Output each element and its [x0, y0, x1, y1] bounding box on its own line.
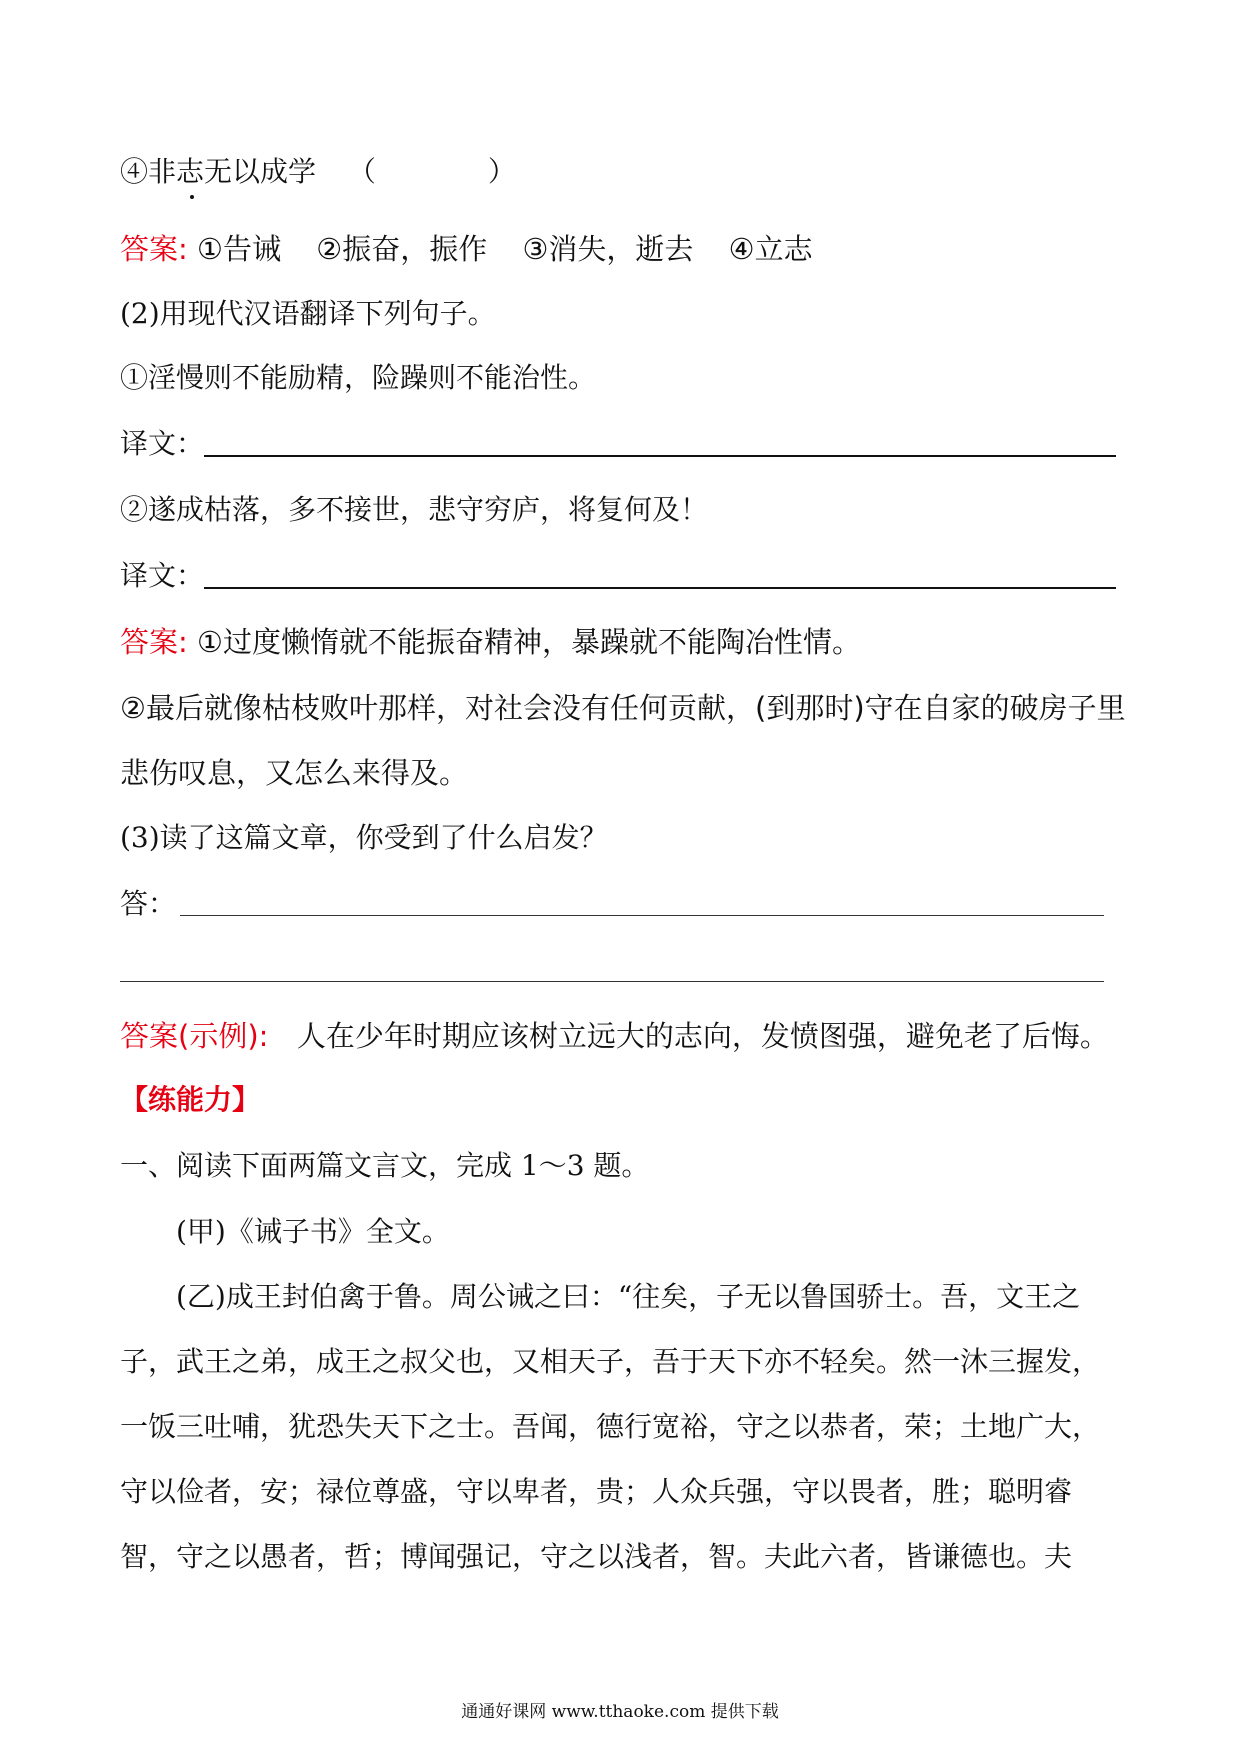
- question-item-4-text: ④非志无以成学: [120, 155, 317, 188]
- answer-prompt-label: 答：: [120, 887, 177, 920]
- question-3-title: (3)读了这篇文章，你受到了什么启发？: [120, 821, 608, 854]
- answer-item: ①告诫: [197, 232, 281, 266]
- answer-item: ④立志: [728, 232, 813, 266]
- answer-block-2-line-3: 悲伤叹息，又怎么来得及。: [120, 756, 469, 790]
- section-intro: 一、阅读下面两篇文言文，完成 1～3 题。: [120, 1149, 650, 1182]
- emphasis-dot: [190, 195, 194, 199]
- page-footer: 通通好课网 www.tthaoke.com 提供下载: [461, 1702, 779, 1722]
- answer-label: 答案:: [120, 625, 188, 659]
- translation-label-1: 译文：: [120, 427, 205, 460]
- answer-label: 答案:: [120, 232, 188, 266]
- passage-yi-line: 守以俭者，安；禄位尊盛，守以卑者，贵；人众兵强，守以畏者，胜；聪明睿: [120, 1475, 1073, 1508]
- answer-blank-1[interactable]: [180, 915, 1104, 916]
- passage-jia: (甲)《诫子书》全文。: [176, 1215, 450, 1248]
- answer-block-1: [120, 229, 813, 269]
- question-2-sentence-1: ①淫慢则不能励精，险躁则不能治性。: [120, 361, 597, 394]
- section-heading: 【练能力】: [120, 1083, 261, 1116]
- answer-text: 人在少年时期应该树立远大的志向，发愤图强，避免老了后悔。: [296, 1019, 1109, 1053]
- passage-yi-line: 智，守之以愚者，哲；博闻强记，守之以浅者，智。夫此六者，皆谦德也。夫: [120, 1540, 1073, 1573]
- question-2-sentence-2: ②遂成枯落，多不接世，悲守穷庐，将复何及！: [120, 493, 709, 526]
- answer-blank-2[interactable]: [120, 981, 1104, 982]
- answer-block-2-line-2: ②最后就像枯枝败叶那样，对社会没有任何贡献，(到那时)守在自家的破房子里: [120, 691, 1126, 725]
- translation-blank-1[interactable]: [204, 455, 1116, 457]
- translation-label-2: 译文：: [120, 559, 205, 592]
- answer-block-2-line-1: [120, 622, 861, 662]
- answer-item: ②振奋，振作: [316, 232, 488, 266]
- passage-yi-line: 一饭三吐哺，犹恐失天下之士。吾闻，德行宽裕，守之以恭者，荣；土地广大，: [120, 1410, 1101, 1443]
- answer-parentheses: （ ）: [347, 155, 516, 188]
- passage-yi-line: (乙)成王封伯禽于鲁。周公诫之曰：“往矣，子无以鲁国骄士。吾，文王之: [176, 1280, 1081, 1313]
- passage-yi-line: 子，武王之弟，成王之叔父也，又相天子，吾于天下亦不轻矣。然一沐三握发，: [120, 1345, 1101, 1378]
- question-item-4: [120, 152, 516, 192]
- question-2-title: (2)用现代汉语翻译下列句子。: [120, 297, 496, 330]
- answer-text: ①过度懒惰就不能振奋精神，暴躁就不能陶冶性情。: [197, 625, 861, 659]
- answer-label: 答案(示例):: [120, 1019, 269, 1053]
- answer-item: ③消失，逝去: [522, 232, 694, 266]
- translation-blank-2[interactable]: [204, 587, 1116, 589]
- answer-block-3: [120, 1016, 1109, 1056]
